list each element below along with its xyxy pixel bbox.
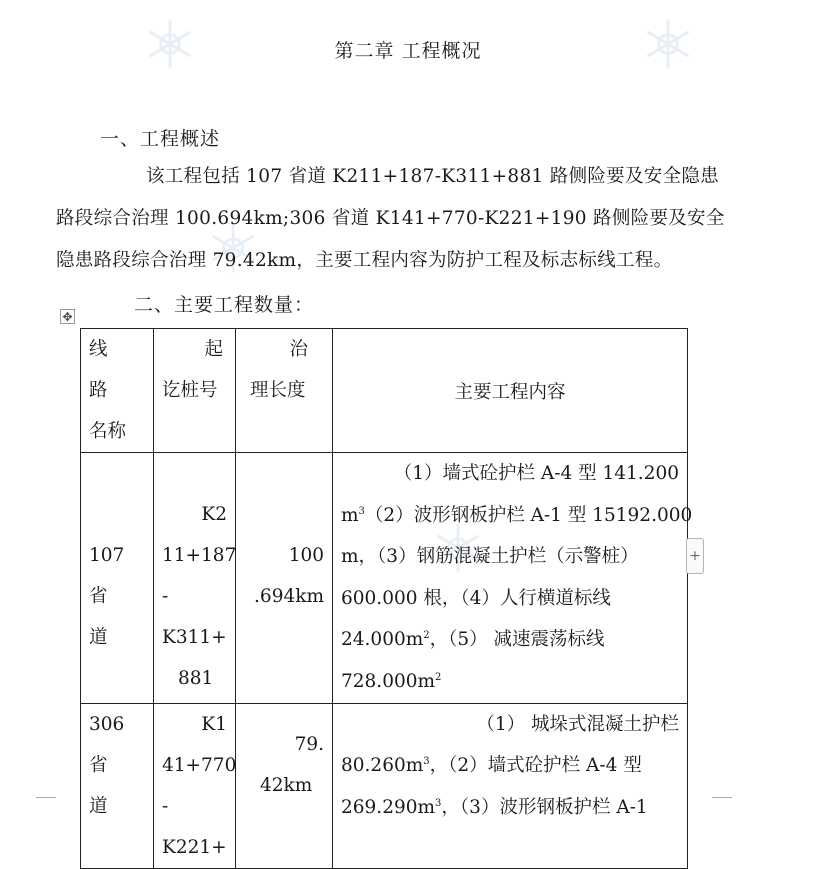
header-route-line2: 名称 [89, 421, 127, 442]
header-route-line1: 线路 [89, 339, 122, 401]
content-line: （1） 城垛式混凝土护栏 [476, 713, 679, 735]
cell-length [236, 453, 333, 704]
move-cross-icon: ✥ [62, 309, 73, 324]
table-move-handle[interactable] [60, 309, 75, 324]
paragraph-line: 该工程包括 107 省道 K211+187-K311+881 路侧险要及安全隐患 [146, 166, 719, 187]
cell-route [81, 703, 154, 868]
paragraph-line: 路段综合治理 100.694km;306 省道 K141+770-K221+190 路侧险要及安全 [56, 208, 725, 229]
header-route [81, 329, 154, 453]
header-station [154, 329, 236, 453]
station-line: 11+187 [162, 545, 237, 566]
station-line: K1 [201, 713, 227, 735]
station-line: -K311+ [162, 586, 227, 648]
station-line: -K221+ [162, 795, 227, 858]
cell-route [81, 453, 154, 704]
length-line: 79. [294, 733, 324, 755]
paragraph-line: 隐患路段综合治理 79.42km，主要工程内容为防护工程及标志标线工程。 [56, 250, 673, 271]
station-line: K2 [201, 504, 227, 525]
section-heading-quantities: 二、主要工程数量： [134, 294, 315, 316]
station-line: 881 [178, 668, 214, 689]
add-column-button[interactable] [686, 538, 704, 574]
content-line: $24.000m^2$，（5） 减速震荡标线 [341, 629, 605, 651]
overview-paragraph [56, 156, 725, 282]
header-content-label: 主要工程内容 [454, 381, 566, 403]
page-corner-marker [712, 797, 732, 798]
header-length-line2: 理长度 [250, 380, 306, 401]
content-line: $m^3(2)$波形钢板护栏 A-1 型 15192.000 [341, 504, 693, 526]
header-station-line2: 讫桩号 [162, 380, 218, 401]
header-content [333, 329, 688, 453]
page-corner-marker [36, 797, 56, 798]
content-line: $80.260m^3$，（2）墙式砼护栏 A-4 型 [341, 755, 642, 777]
station-line: 41+770 [162, 754, 237, 776]
length-line: 100 [288, 545, 324, 566]
table-row [81, 453, 688, 704]
header-station-line1: 起 [204, 339, 223, 360]
header-length-line1: 治 [289, 339, 308, 360]
table-header-row [81, 329, 688, 453]
length-line: 42km [260, 774, 313, 796]
table-row [81, 703, 688, 868]
works-quantity-table [80, 328, 693, 869]
route-line: 道 [89, 795, 108, 817]
content-line: 600.000 根，（4）人行横道标线 [341, 587, 611, 609]
plus-icon: + [689, 548, 701, 564]
header-length [236, 329, 333, 453]
content-line: m，（3）钢筋混凝土护栏（示警桩） [341, 546, 639, 568]
route-line: 道 [89, 627, 108, 648]
cell-station [154, 453, 236, 704]
cell-content [333, 453, 693, 704]
chapter-title: 第二章 工程概况 [334, 40, 482, 62]
route-line: 107 省 [89, 545, 125, 607]
content-line: （1）墙式砼护栏 A-4 型 141.200 [393, 463, 679, 484]
content-line: $269.290m^3$，（3）波形钢板护栏 A-1 [341, 796, 648, 818]
cell-station [154, 703, 236, 868]
content-line: $728.000m^2$ [341, 670, 442, 692]
route-line: 306 省 [89, 713, 125, 776]
cell-length [236, 703, 333, 868]
section-heading-overview: 一、工程概述 [100, 128, 221, 150]
length-line: .694km [254, 586, 324, 607]
cell-content [333, 703, 688, 868]
